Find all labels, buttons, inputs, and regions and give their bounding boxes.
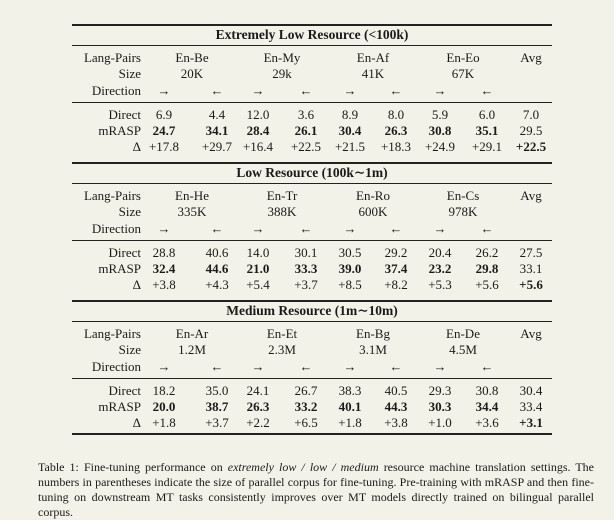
score-cell: +16.4	[242, 139, 274, 154]
corpus-size: 4.5M	[449, 342, 477, 357]
direction-arrow: →	[433, 83, 447, 98]
score-cell: 38.7	[205, 399, 229, 414]
lang-pairs-label: Lang-Pairs	[83, 326, 141, 341]
direction-label: Direction	[91, 221, 141, 236]
direction-arrow: ←	[480, 221, 494, 236]
score-cell: 40.1	[338, 399, 362, 414]
direction-label: Direction	[91, 83, 141, 98]
direction-arrow: →	[433, 359, 447, 374]
avg-cell: +5.6	[519, 277, 543, 292]
direction-arrow: →	[251, 83, 265, 98]
score-cell: 20.4	[428, 245, 452, 260]
row-label: Δ	[132, 415, 141, 430]
score-cell: +3.8	[152, 277, 176, 292]
caption-italic-text: extremely low / low / medium	[227, 460, 379, 474]
direction-arrow: →	[157, 221, 171, 236]
score-cell: 38.3	[338, 383, 362, 398]
caption-text-end: resource machine translation settings. The numbers in parentheses indicate the size of parallel corpus for fine-tuning. Pre-training with mRASP and then fine-tuning on downstream MT tasks consistently improves over MT models directly trained on bilingual parallel corpus.	[38, 460, 594, 519]
lang-pair-name: En-Et	[266, 326, 298, 341]
score-cell: 5.9	[431, 107, 449, 122]
score-cell: +4.3	[205, 277, 229, 292]
score-cell: +3.8	[384, 415, 408, 430]
score-cell: 12.0	[246, 107, 270, 122]
direction-arrow: →	[433, 221, 447, 236]
avg-cell: 27.5	[519, 245, 543, 260]
row-label: mRASP	[98, 123, 141, 138]
lang-pair-name: En-De	[446, 326, 480, 341]
lang-pairs-label: Lang-Pairs	[83, 50, 141, 65]
score-cell: +6.5	[294, 415, 318, 430]
direction-arrow: →	[343, 221, 357, 236]
corpus-size: 29k	[272, 66, 292, 81]
score-cell: 18.2	[152, 383, 176, 398]
corpus-size: 67K	[451, 66, 475, 81]
row-label: Δ	[132, 139, 141, 154]
score-cell: 40.6	[205, 245, 229, 260]
direction-arrow: →	[251, 221, 265, 236]
score-cell: 35.0	[205, 383, 229, 398]
header-rule	[72, 378, 552, 379]
score-cell: 26.3	[384, 123, 408, 138]
section-top-rule	[72, 300, 552, 302]
score-cell: +29.7	[201, 139, 233, 154]
header-rule	[72, 102, 552, 103]
score-cell: +17.8	[148, 139, 180, 154]
score-cell: 8.9	[341, 107, 359, 122]
lang-pair-name: En-Af	[356, 50, 390, 65]
row-label: Direct	[108, 107, 141, 122]
section-title-rule	[72, 321, 552, 322]
lang-pair-name: En-Be	[175, 50, 209, 65]
direction-arrow: ←	[389, 83, 403, 98]
score-cell: 8.0	[387, 107, 405, 122]
caption-text-start: Table 1: Fine-tuning performance on	[38, 460, 228, 474]
score-cell: 20.0	[152, 399, 176, 414]
score-cell: +5.6	[475, 277, 499, 292]
lang-pair-name: En-He	[175, 188, 209, 203]
score-cell: 29.3	[428, 383, 452, 398]
corpus-size: 1.2M	[178, 342, 206, 357]
score-cell: +3.7	[294, 277, 318, 292]
lang-pair-name: En-Ro	[356, 188, 390, 203]
direction-arrow: ←	[210, 221, 224, 236]
score-cell: +18.3	[380, 139, 412, 154]
section-title: Extremely Low Resource (<100k)	[215, 27, 409, 42]
score-cell: 28.4	[246, 123, 270, 138]
score-cell: +5.4	[246, 277, 270, 292]
corpus-size: 388K	[267, 204, 297, 219]
score-cell: +5.3	[428, 277, 452, 292]
lang-pair-name: En-Ar	[175, 326, 209, 341]
row-label: Δ	[132, 277, 141, 292]
score-cell: +2.2	[246, 415, 270, 430]
score-cell: 44.6	[205, 261, 229, 276]
header-rule	[72, 240, 552, 241]
direction-arrow: →	[251, 359, 265, 374]
avg-cell: 30.4	[519, 383, 543, 398]
avg-cell: +3.1	[519, 415, 543, 430]
row-label: mRASP	[98, 261, 141, 276]
score-cell: +21.5	[334, 139, 366, 154]
avg-cell: 29.5	[519, 123, 543, 138]
avg-cell: 33.1	[519, 261, 543, 276]
score-cell: 26.3	[246, 399, 270, 414]
section-top-rule	[72, 162, 552, 164]
section-title-rule	[72, 183, 552, 184]
score-cell: 34.4	[475, 399, 499, 414]
direction-arrow: ←	[299, 221, 313, 236]
section-title-rule	[72, 45, 552, 46]
score-cell: 3.6	[297, 107, 315, 122]
score-cell: 23.2	[428, 261, 452, 276]
score-cell: 29.8	[475, 261, 499, 276]
corpus-size: 2.3M	[268, 342, 296, 357]
score-cell: +24.9	[424, 139, 456, 154]
lang-pair-name: En-Cs	[446, 188, 480, 203]
score-cell: +1.8	[152, 415, 176, 430]
score-cell: +8.5	[338, 277, 362, 292]
direction-arrow: →	[157, 83, 171, 98]
score-cell: 30.1	[294, 245, 318, 260]
row-label: mRASP	[98, 399, 141, 414]
direction-arrow: ←	[299, 83, 313, 98]
direction-arrow: ←	[389, 359, 403, 374]
score-cell: 39.0	[338, 261, 362, 276]
section-top-rule	[72, 24, 552, 26]
corpus-size: 41K	[361, 66, 385, 81]
score-cell: +22.5	[290, 139, 322, 154]
score-cell: 6.9	[155, 107, 173, 122]
row-label: Direct	[108, 383, 141, 398]
score-cell: 26.7	[294, 383, 318, 398]
direction-arrow: ←	[210, 359, 224, 374]
direction-arrow: →	[343, 359, 357, 374]
score-cell: 28.8	[152, 245, 176, 260]
direction-arrow: ←	[389, 221, 403, 236]
score-cell: +8.2	[384, 277, 408, 292]
direction-arrow: ←	[210, 83, 224, 98]
corpus-size: 335K	[177, 204, 207, 219]
score-cell: 30.8	[428, 123, 452, 138]
avg-cell: 33.4	[519, 399, 543, 414]
score-cell: 34.1	[205, 123, 229, 138]
avg-cell: +22.5	[515, 139, 547, 154]
lang-pair-name: En-My	[263, 50, 301, 65]
size-label: Size	[118, 204, 141, 219]
row-label: Direct	[108, 245, 141, 260]
lang-pairs-label: Lang-Pairs	[83, 188, 141, 203]
lang-pair-name: En-Tr	[266, 188, 298, 203]
score-cell: 6.0	[478, 107, 496, 122]
avg-label: Avg	[520, 50, 542, 65]
score-cell: 14.0	[246, 245, 270, 260]
score-cell: 37.4	[384, 261, 408, 276]
avg-cell: 7.0	[522, 107, 540, 122]
direction-arrow: ←	[480, 359, 494, 374]
table-caption	[38, 460, 594, 520]
lang-pair-name: En-Eo	[446, 50, 480, 65]
score-cell: 44.3	[384, 399, 408, 414]
section-title: Medium Resource (1m∼10m)	[226, 303, 398, 318]
section-title: Low Resource (100k∼1m)	[236, 165, 388, 180]
score-cell: 30.5	[338, 245, 362, 260]
score-cell: +29.1	[471, 139, 503, 154]
corpus-size: 20K	[180, 66, 204, 81]
avg-label: Avg	[520, 188, 542, 203]
corpus-size: 978K	[448, 204, 478, 219]
direction-arrow: →	[157, 359, 171, 374]
score-cell: 35.1	[475, 123, 499, 138]
direction-arrow: ←	[480, 83, 494, 98]
score-cell: +1.0	[428, 415, 452, 430]
direction-label: Direction	[91, 359, 141, 374]
score-cell: 32.4	[152, 261, 176, 276]
score-cell: 29.2	[384, 245, 408, 260]
score-cell: 30.4	[338, 123, 362, 138]
lang-pair-name: En-Bg	[356, 326, 390, 341]
score-cell: 4.4	[208, 107, 226, 122]
score-cell: 21.0	[246, 261, 270, 276]
score-cell: 24.7	[152, 123, 176, 138]
corpus-size: 3.1M	[359, 342, 387, 357]
table-bottom-rule	[72, 433, 552, 435]
size-label: Size	[118, 342, 141, 357]
score-cell: +3.7	[205, 415, 229, 430]
score-cell: 40.5	[384, 383, 408, 398]
score-cell: 33.3	[294, 261, 318, 276]
corpus-size: 600K	[358, 204, 388, 219]
score-cell: +3.6	[475, 415, 499, 430]
direction-arrow: →	[343, 83, 357, 98]
score-cell: 30.3	[428, 399, 452, 414]
score-cell: 24.1	[246, 383, 270, 398]
score-cell: 30.8	[475, 383, 499, 398]
avg-label: Avg	[520, 326, 542, 341]
score-cell: 33.2	[294, 399, 318, 414]
score-cell: 26.2	[475, 245, 499, 260]
score-cell: +1.8	[338, 415, 362, 430]
size-label: Size	[118, 66, 141, 81]
direction-arrow: ←	[299, 359, 313, 374]
score-cell: 26.1	[294, 123, 318, 138]
